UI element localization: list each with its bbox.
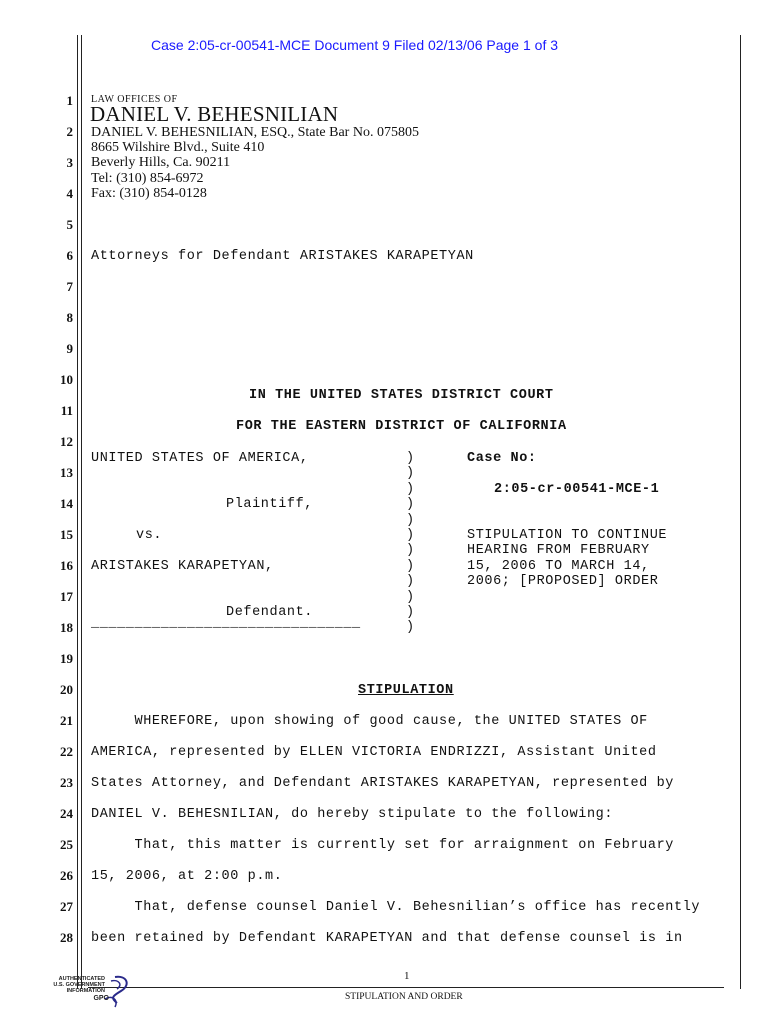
line-number: 16 (60, 558, 73, 573)
case-number: 2:05-cr-00541-MCE-1 (494, 482, 660, 497)
body-line: States Attorney, and Defendant ARISTAKES KARAPETYAN, represented by (91, 776, 674, 791)
document-title-line: STIPULATION TO CONTINUE (467, 528, 668, 543)
court-district: FOR THE EASTERN DISTRICT OF CALIFORNIA (236, 419, 567, 434)
body-line: AMERICA, represented by ELLEN VICTORIA ENDRIZZI, Assistant United (91, 745, 657, 760)
defendant-name: ARISTAKES KARAPETYAN, (91, 559, 274, 574)
line-number: 5 (66, 217, 73, 232)
line-number: 3 (66, 155, 73, 170)
line-number: 4 (66, 186, 73, 201)
left-margin-rule-1 (77, 35, 78, 989)
plaintiff-name: UNITED STATES OF AMERICA, (91, 451, 309, 466)
court-name: IN THE UNITED STATES DISTRICT COURT (249, 388, 554, 403)
line-number: 14 (60, 496, 73, 511)
left-margin-rule-2 (81, 35, 82, 989)
line-number: 1 (66, 93, 73, 108)
attorneys-for: Attorneys for Defendant ARISTAKES KARAPETYAN (91, 249, 474, 264)
stipulation-heading: STIPULATION (358, 683, 454, 698)
gpo-text-line: AUTHENTICATED (58, 976, 105, 982)
firm-city: Beverly Hills, Ca. 90211 (91, 155, 231, 170)
line-number: 2 (66, 124, 73, 139)
line-number: 28 (60, 930, 73, 945)
document-title-line: 15, 2006 TO MARCH 14, (467, 558, 650, 574)
line-number: 9 (66, 341, 73, 356)
caption-parentheses: ) ) ) ) ) ) ) ) ) ) ) ) (406, 451, 415, 636)
firm-name: DANIEL V. BEHESNILIAN (90, 102, 339, 126)
line-number: 6 (66, 248, 73, 263)
line-number: 10 (60, 372, 73, 387)
right-margin-rule (740, 35, 741, 989)
firm-street: 8665 Wilshire Blvd., Suite 410 (91, 140, 265, 155)
plaintiff-role: Plaintiff, (226, 497, 314, 512)
body-line: 15, 2006, at 2:00 p.m. (91, 869, 283, 884)
footer-title: STIPULATION AND ORDER (345, 992, 463, 1002)
line-number: 19 (60, 651, 73, 666)
case-number-label: Case No: (467, 451, 537, 466)
document-title-line: 2006; [PROPOSED] ORDER (467, 574, 659, 590)
line-number: 11 (60, 403, 73, 418)
attorney-name: DANIEL V. BEHESNILIAN, ESQ., State Bar No. 075805 (91, 125, 419, 140)
defendant-role: Defendant. (226, 605, 314, 620)
page-number: 1 (404, 970, 410, 982)
body-line: DANIEL V. BEHESNILIAN, do hereby stipulate to the following: (91, 807, 614, 822)
body-line: WHEREFORE, upon showing of good cause, the UNITED STATES OF (91, 714, 648, 729)
line-number: 15 (60, 527, 73, 542)
line-number: 26 (60, 868, 73, 883)
document-title-line: HEARING FROM FEBRUARY (467, 543, 650, 559)
gpo-text-line: GPO (93, 995, 109, 1002)
firm-label: LAW OFFICES OF (91, 94, 178, 105)
caption-underline: _______________________________ (91, 616, 361, 631)
gpo-authentication-seal (45, 973, 135, 1009)
case-header: Case 2:05-cr-00541-MCE Document 9 Filed 02/13/06 Page 1 of 3 (151, 37, 559, 53)
footer-rule (88, 987, 724, 988)
body-line: That, defense counsel Daniel V. Behesnilian’s office has recently (91, 900, 701, 915)
line-number: 21 (60, 713, 73, 728)
firm-fax: Fax: (310) 854-0128 (91, 186, 207, 201)
line-number: 24 (60, 806, 73, 821)
gpo-text-line: INFORMATION (66, 988, 105, 994)
line-number: 18 (60, 620, 73, 635)
line-number: 13 (60, 465, 73, 480)
gpo-text-line: U.S. GOVERNMENT (53, 982, 105, 988)
line-number: 23 (60, 775, 73, 790)
line-number: 27 (60, 899, 73, 914)
document-title (467, 528, 667, 590)
line-number: 8 (66, 310, 73, 325)
body-line: been retained by Defendant KARAPETYAN and that defense counsel is in (91, 931, 683, 946)
line-number: 22 (60, 744, 73, 759)
line-number: 17 (60, 589, 73, 604)
body-line: That, this matter is currently set for arraignment on February (91, 838, 674, 853)
line-number: 7 (66, 279, 73, 294)
line-number: 20 (60, 682, 73, 697)
line-number: 12 (60, 434, 73, 449)
line-number: 25 (60, 837, 73, 852)
firm-tel: Tel: (310) 854-6972 (91, 171, 204, 186)
versus: vs. (136, 528, 163, 543)
